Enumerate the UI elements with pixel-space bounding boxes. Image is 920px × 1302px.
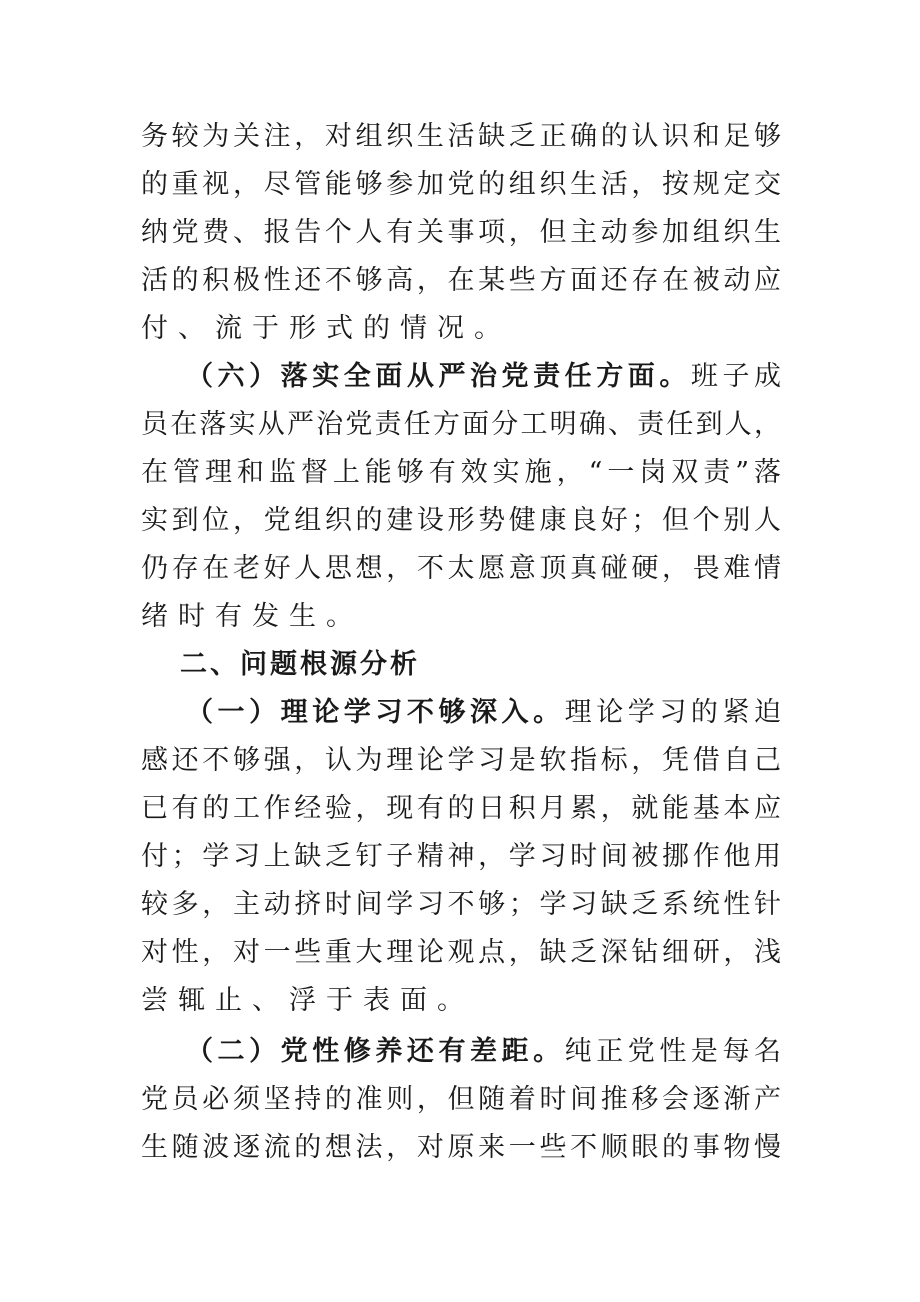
paragraph-1-line-3: 纳党费、报告个人有关事项，但主动参加组织生 [141, 217, 781, 248]
paragraph-3-line-1 [186, 691, 781, 735]
paragraph-2-line-4: 实到位，党组织的建设形势健康良好；但个别人 [141, 505, 781, 536]
paragraph-3-line-4: 付；学习上缺乏钉子精神，学习时间被挪作他用 [141, 841, 781, 872]
paragraph-3-line-7: 尝辄止、浮于表面。 [141, 985, 474, 1016]
paragraph-3-line-5: 较多，主动挤时间学习不够；学习缺乏系统性针 [141, 889, 781, 920]
paragraph-3-line-2: 感还不够强，认为理论学习是软指标，凭借自己 [141, 745, 781, 776]
paragraph-4-line-2: 党员必须坚持的准则，但随着时间推移会逐渐产 [141, 1084, 781, 1115]
paragraph-3-line-1-text: 理论学习的紧迫 [564, 697, 782, 728]
paragraph-1-line-1: 务较为关注，对组织生活缺乏正确的认识和足够 [141, 121, 781, 152]
paragraph-4-heading: （二）党性修养还有差距。 [186, 1036, 565, 1067]
paragraph-1-line-4: 活的积极性还不够高，在某些方面还存在被动应 [141, 265, 781, 296]
paragraph-4-line-1 [186, 1030, 781, 1074]
paragraph-3-heading: （一）理论学习不够深入。 [186, 697, 565, 728]
paragraph-2-line-1 [186, 355, 781, 399]
paragraph-2-line-5: 仍存在老好人思想，不太愿意顶真碰硬，畏难情 [141, 553, 781, 584]
paragraph-3-line-6: 对性，对一些重大理论观点，缺乏深钻细研，浅 [141, 937, 781, 968]
paragraph-1-line-2: 的重视，尽管能够参加党的组织生活，按规定交 [141, 169, 781, 200]
paragraph-2-line-2: 员在落实从严治党责任方面分工明确、责任到人， [141, 409, 781, 440]
paragraph-2-line-1-text: 班子成 [690, 361, 782, 392]
paragraph-4-line-3: 生随波逐流的想法，对原来一些不顺眼的事物慢 [141, 1132, 781, 1163]
paragraph-2-heading: （六）落实全面从严治党责任方面。 [186, 361, 691, 392]
paragraph-1-line-5: 付、流于形式的情况。 [141, 313, 511, 344]
section-heading: 二、问题根源分析 [180, 649, 420, 680]
paragraph-4-line-1-text: 纯正党性是每名 [564, 1036, 782, 1067]
paragraph-3-line-3: 已有的工作经验，现有的日积月累，就能基本应 [141, 793, 781, 824]
paragraph-2-line-3: 在管理和监督上能够有效实施，“一岗双责”落 [141, 457, 781, 488]
paragraph-2-line-6: 绪时有发生。 [141, 601, 363, 632]
